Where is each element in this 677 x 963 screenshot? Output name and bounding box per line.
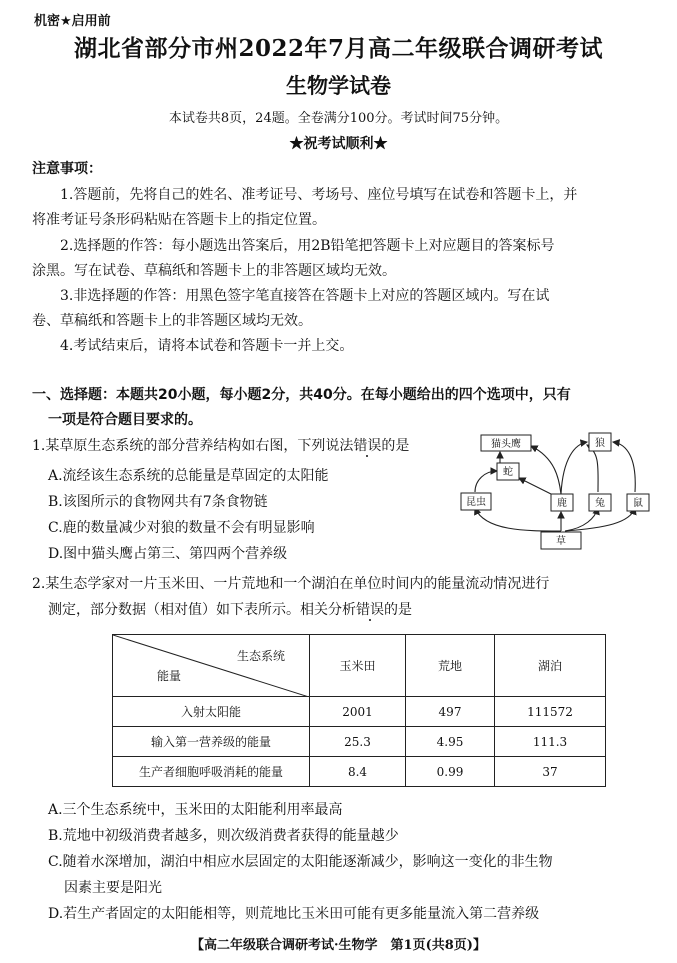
q2-option-a: A.三个生态系统中，玉米田的太阳能利用率最高 <box>48 802 343 818</box>
exam-subtitle: 生物学试卷 <box>286 73 391 98</box>
table-cell: 8.4 <box>310 757 406 787</box>
table-col-header: 荒地 <box>406 635 495 697</box>
q1-option-c: C.鹿的数量减少对狼的数量不会有明显影响 <box>48 520 315 536</box>
note-3-line-1: 3.非选择题的作答：用黑色签字笔直接答在答题卡上对应的答题区域内。写在试 <box>60 288 550 304</box>
table-row <box>113 727 606 757</box>
node-wolf: 狼 <box>595 438 605 449</box>
q2-option-c-line-1: C.随着水深增加，湖泊中相应水层固定的太阳能逐渐减少，影响这一变化的非生物 <box>48 854 553 870</box>
arrow-insect-snake <box>475 471 497 492</box>
note-2-line-2: 涂黑。写在试卷、草稿纸和答题卡上的非答题区域均无效。 <box>32 263 396 279</box>
food-web-diagram <box>455 428 665 554</box>
note-1-line-1: 1.答题前，先将自己的姓名、准考证号、考场号、座位号填写在试卷和答题卡上，并 <box>60 187 578 203</box>
node-rabbit: 兔 <box>595 498 605 509</box>
q2-option-c-line-2: 因素主要是阳光 <box>64 880 162 896</box>
table-corner-bottom: 能量 <box>157 669 182 683</box>
section-1-line-2: 一项是符合题目要求的。 <box>48 412 202 428</box>
table-col-header: 玉米田 <box>310 635 406 697</box>
table-corner-top: 生态系统 <box>236 649 285 663</box>
table-cell: 497 <box>406 697 495 727</box>
node-insect: 昆虫 <box>466 497 486 508</box>
note-2-line-1: 2.选择题的作答：每小题选出答案后，用2B铅笔把答题卡上对应题目的答案标号 <box>60 238 555 254</box>
exam-wish: ★祝考试顺利★ <box>289 136 388 152</box>
table-row-label: 入射太阳能 <box>113 697 310 727</box>
table-corner-diagonal <box>113 635 309 697</box>
table-header-row <box>113 635 606 697</box>
q1-stem: 1.某草原生态系统的部分营养结构如右图，下列说法错误的是 <box>32 438 410 454</box>
table-row-label: 生产者细胞呼吸消耗的能量 <box>113 757 310 787</box>
arrow-grass-insect <box>475 508 561 531</box>
table-cell: 0.99 <box>406 757 495 787</box>
q2-option-d: D.若生产者固定的太阳能相等，则荒地比玉米田可能有更多能量流入第二营养级 <box>48 906 540 922</box>
q2-stem-line-2: 测定，部分数据（相对值）如下表所示。相关分析错误的是 <box>48 602 412 618</box>
node-snake: 蛇 <box>503 467 513 478</box>
table-row <box>113 697 606 727</box>
q1-option-a: A.流经该生态系统的总能量是草固定的太阳能 <box>48 468 329 484</box>
table-cell: 2001 <box>310 697 406 727</box>
q1-option-d: D.图中猫头鹰占第三、第四两个营养级 <box>48 546 288 562</box>
q2-emphasis: 错误 <box>356 602 384 618</box>
page-footer: 【高二年级联合调研考试·生物学 第1页(共8页)】 <box>191 938 486 953</box>
notes-heading: 注意事项： <box>32 161 102 177</box>
table-row <box>113 757 606 787</box>
q2-option-b: B.荒地中初级消费者越多，则次级消费者获得的能量越少 <box>48 828 399 844</box>
node-owl: 猫头鹰 <box>491 439 521 450</box>
table-col-header: 湖泊 <box>495 635 606 697</box>
table-cell: 111.3 <box>495 727 606 757</box>
node-mouse: 鼠 <box>633 498 643 509</box>
table-cell: 37 <box>495 757 606 787</box>
note-1-line-2: 将准考证号条形码粘贴在答题卡上的指定位置。 <box>32 212 326 228</box>
arrow-deer-wolf <box>561 442 587 494</box>
exam-title: 湖北省部分市州2022年7月高二年级联合调研考试 <box>73 35 604 62</box>
exam-info: 本试卷共8页，24题。全卷满分100分。考试时间75分钟。 <box>168 111 509 126</box>
arrow-deer-snake <box>519 478 555 496</box>
table-corner-cell <box>113 635 310 697</box>
section-1-line-1: 一、选择题：本题共20小题，每小题2分，共40分。在每小题给出的四个选项中，只有 <box>32 387 571 403</box>
q1-emphasis: 错误 <box>353 438 382 454</box>
table-cell: 111572 <box>495 697 606 727</box>
arrow-mouse-wolf <box>613 442 635 492</box>
node-deer: 鹿 <box>557 498 567 509</box>
note-3-line-2: 卷、草稿纸和答题卡上的非答题区域均无效。 <box>32 313 312 329</box>
table-cell: 4.95 <box>406 727 495 757</box>
table-cell: 25.3 <box>310 727 406 757</box>
note-4: 4.考试结束后，请将本试卷和答题卡一并上交。 <box>60 338 354 354</box>
q2-stem-line-1: 2.某生态学家对一片玉米田、一片荒地和一个湖泊在单位时间内的能量流动情况进行 <box>32 576 550 592</box>
confidential-mark: 机密★启用前 <box>34 14 111 29</box>
arrow-rabbit-wolf <box>587 445 598 492</box>
table-row-label: 输入第一营养级的能量 <box>113 727 310 757</box>
q1-option-b: B.该图所示的食物网共有7条食物链 <box>48 494 268 510</box>
node-grass: 草 <box>556 536 566 547</box>
energy-table <box>112 634 606 787</box>
